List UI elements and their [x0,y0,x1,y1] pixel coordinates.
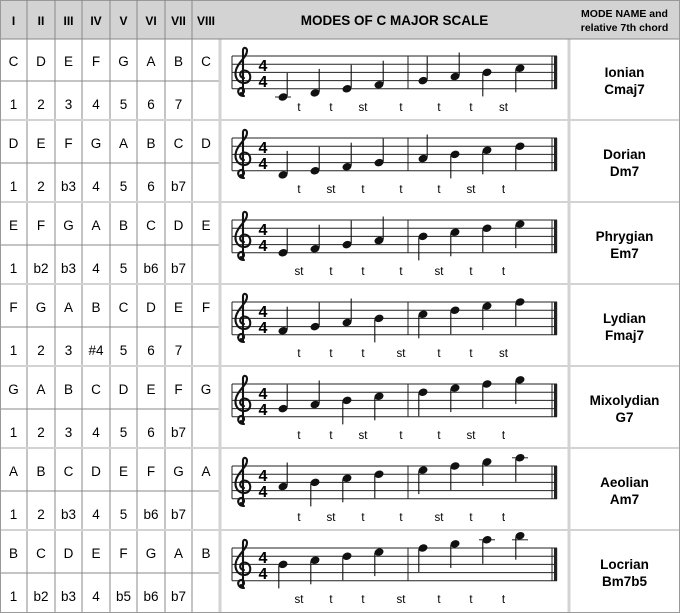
degree-cell: 1 [9,507,18,522]
degree-cell: 4 [92,97,100,112]
note-letter-cell: C [173,136,184,151]
note-letter-cell: A [146,54,156,69]
interval-step-label: st [434,512,444,524]
interval-step-label: t [399,430,403,442]
note-letter-cell: B [91,300,101,315]
interval-step-label: t [329,594,333,606]
degree-cell: 2 [37,507,45,522]
mode-name: Ionian [604,65,645,80]
time-signature-bottom: 4 [258,484,268,501]
note-letter-cell: F [36,218,46,233]
degree-header-3: III [63,14,74,28]
note-letter-cell: C [36,546,46,561]
degree-cell: 3 [64,97,73,112]
note-letter-cell: B [63,382,74,397]
time-signature-bottom: 4 [258,320,268,337]
degree-cell: 4 [92,507,100,522]
degree-cell: 1 [9,179,18,194]
interval-step-label: t [329,430,333,442]
mode-block-phrygian [0,203,680,287]
time-signature-top: 4 [258,140,268,157]
note-letter-cell: B [8,546,19,561]
interval-step-label: t [399,184,403,196]
degree-cell: 1 [9,261,18,276]
note-letter-cell: A [91,218,101,233]
degree-cell: 5 [119,179,128,194]
mode-column-header-line2: relative 7th chord [580,22,669,34]
degree-cell: b7 [170,425,187,440]
degree-cell: b3 [60,589,77,604]
interval-step-label: t [501,430,506,442]
mode-name-bg [569,449,680,531]
note-letter-cell: G [90,136,102,151]
degree-cell: 2 [37,97,45,112]
mode-chord: Fmaj7 [604,328,645,343]
note-letter-cell: G [8,382,19,397]
degree-header-6: VI [145,14,157,28]
degree-cell: #4 [88,343,104,358]
note-letter-cell: B [201,546,211,561]
mode-chord: G7 [615,410,634,425]
degree-cell: 7 [174,97,183,112]
interval-step-label: st [466,184,476,196]
note-letter-cell: A [201,464,211,479]
degree-header-5: V [119,14,128,28]
degree-cell: b5 [115,589,132,604]
note-letter-cell: B [36,464,46,479]
note-letter-cell: C [201,54,211,69]
interval-step-label: t [361,266,365,278]
note-letter-cell: C [146,218,156,233]
interval-step-label: t [297,184,301,196]
interval-step-label: t [329,348,333,360]
interval-step-label: st [294,594,304,606]
interval-step-label: t [501,266,506,278]
note-letter-cell: E [118,464,129,479]
mode-name: Lydian [602,311,647,326]
mode-block-ionian [0,39,680,123]
mode-block-dorian [0,121,680,205]
mode-name-bg [569,367,680,449]
note-letter-cell: C [91,382,101,397]
mode-name-bg [569,39,680,121]
interval-step-label: t [361,184,365,196]
interval-step-label: st [434,266,444,278]
interval-step-label: st [358,430,368,442]
interval-step-label: t [297,430,301,442]
note-letter-cell: G [173,464,184,479]
time-signature-top: 4 [258,304,268,321]
degree-cell: b3 [60,261,77,276]
note-letter-cell: G [145,546,157,561]
interval-step-label: t [437,184,441,196]
degree-header-1: I [11,14,16,28]
degree-cell: 3 [64,343,73,358]
mode-chord: Bm7b5 [601,574,648,589]
degree-cell: 2 [37,179,45,194]
degree-cell: 3 [64,425,73,440]
interval-step-label: t [297,102,301,114]
staff-bg [220,39,569,121]
interval-step-label: t [297,512,301,524]
mode-block-lydian [0,285,680,369]
note-letter-cell: E [91,546,101,561]
interval-step-label: t [361,348,365,360]
degree-cell: b7 [170,589,187,604]
time-signature-bottom: 4 [258,156,268,173]
mode-chord: Dm7 [609,164,640,179]
note-letter-cell: B [173,54,184,69]
degree-header-7: VII [171,14,186,28]
mode-block-locrian [0,531,680,613]
interval-step-label: st [499,348,508,360]
page-title: MODES OF C MAJOR SCALE [300,13,489,28]
mode-name-bg [569,203,680,285]
end-barline-thick [554,56,557,89]
mode-block-aeolian [0,449,680,533]
degree-cell: 1 [9,97,18,112]
note-letter-cell: C [118,300,129,315]
interval-step-label: st [499,102,508,114]
mode-name-bg [569,121,680,203]
time-signature-top: 4 [258,386,268,403]
note-letter-cell: D [8,136,19,151]
interval-step-label: st [396,348,406,360]
degree-cell: b6 [143,507,159,522]
degree-cell: b3 [60,179,77,194]
interval-step-label: t [469,512,473,524]
mode-name: Mixolydian [589,393,660,408]
note-letter-cell: D [63,546,74,561]
mode-chord: Cmaj7 [604,82,645,97]
note-letter-cell: A [36,382,46,397]
degree-cell: 5 [119,425,128,440]
staff-bg [220,531,569,613]
interval-step-label: t [329,266,333,278]
mode-chord: Em7 [610,246,639,261]
note-letter-cell: A [118,136,129,151]
interval-step-label: st [358,102,368,114]
interval-step-label: t [361,512,365,524]
interval-step-label: st [326,512,336,524]
degree-cell: 6 [147,179,155,194]
interval-step-label: t [501,512,506,524]
degree-cell: b2 [33,261,49,276]
degree-cell: 4 [92,261,100,276]
degree-cell: 6 [147,343,155,358]
staff-bg [220,285,569,367]
interval-step-label: t [469,348,473,360]
note-letter-cell: E [8,218,19,233]
note-letter-cell: F [146,464,156,479]
interval-step-label: t [501,594,506,606]
interval-step-label: t [501,184,506,196]
interval-step-label: t [361,594,365,606]
note-letter-cell: E [36,136,46,151]
degree-cell: 6 [147,97,155,112]
mode-name: Phrygian [595,229,654,244]
degree-cell: 2 [37,425,45,440]
interval-step-label: t [469,102,473,114]
degree-cell: 6 [147,425,155,440]
note-letter-cell: F [119,546,128,561]
mode-block-mixolydian [0,367,680,451]
name-column-border [568,0,571,613]
degree-cell: b7 [170,507,187,522]
interval-step-label: t [399,266,403,278]
degree-cell: b3 [60,507,77,522]
mode-column-header-line1: MODE NAME and [581,8,668,20]
time-signature-top: 4 [258,550,268,567]
interval-step-label: t [399,512,403,524]
interval-step-label: st [294,266,304,278]
time-signature-bottom: 4 [258,238,268,255]
degree-cell: 4 [92,589,100,604]
note-letter-cell: G [200,382,212,397]
staff-bg [220,449,569,531]
degree-cell: 5 [119,97,128,112]
note-letter-cell: F [91,54,101,69]
note-letter-cell: D [91,464,101,479]
interval-step-label: st [466,430,476,442]
degree-cell: 5 [119,343,128,358]
degree-cell: 4 [92,425,100,440]
time-signature-bottom: 4 [258,566,268,583]
interval-step-label: t [469,594,473,606]
time-signature-bottom: 4 [258,402,268,419]
note-letter-cell: F [174,382,183,397]
degree-cell: 1 [9,343,18,358]
end-barline-thick [554,548,557,581]
interval-step-label: t [399,102,403,114]
end-barline-thick [554,384,557,417]
degree-cell: 5 [119,507,128,522]
note-letter-cell: E [146,382,156,397]
staff-bg [220,121,569,203]
interval-step-label: t [297,348,301,360]
time-signature-top: 4 [258,468,268,485]
note-letter-cell: E [201,218,211,233]
end-barline-thick [554,466,557,499]
degree-cell: b7 [170,261,187,276]
degree-cell: 4 [92,179,100,194]
note-letter-cell: A [8,464,19,479]
mode-name-bg [569,285,680,367]
degree-cell: b2 [33,589,49,604]
mode-chord: Am7 [609,492,640,507]
degree-cell: 1 [9,589,18,604]
interval-step-label: st [396,594,406,606]
staff-bg [220,203,569,285]
note-letter-cell: A [63,300,74,315]
note-letter-cell: E [173,300,184,315]
time-signature-top: 4 [258,222,268,239]
degree-header-4: IV [90,14,102,28]
degree-cell: b6 [143,261,159,276]
interval-step-label: t [437,430,441,442]
interval-step-label: t [437,102,441,114]
interval-step-label: t [437,348,441,360]
mode-name-bg [569,531,680,613]
note-letter-cell: D [173,218,184,233]
degree-header-8: VIII [196,14,216,28]
time-signature-top: 4 [258,58,268,75]
mode-name: Aeolian [600,475,649,490]
note-letter-cell: F [9,300,18,315]
interval-step-label: t [437,594,441,606]
note-letter-cell: D [201,136,211,151]
note-letter-cell: D [36,54,46,69]
note-letter-cell: G [118,54,129,69]
interval-step-label: t [329,102,333,114]
degree-cell: b6 [143,589,159,604]
interval-step-label: st [326,184,336,196]
note-letter-cell: F [64,136,73,151]
note-letter-cell: A [173,546,184,561]
end-barline-thick [554,302,557,335]
degree-cell: 2 [37,343,45,358]
note-letter-cell: B [146,136,156,151]
degree-cell: b7 [170,179,187,194]
note-letter-cell: D [118,382,129,397]
note-letter-cell: C [8,54,19,69]
time-signature-bottom: 4 [258,74,268,91]
end-barline-thick [554,138,557,171]
mode-name: Dorian [603,147,646,162]
degree-header-2: II [37,14,45,28]
note-letter-cell: B [118,218,129,233]
note-letter-cell: D [146,300,156,315]
note-letter-cell: G [63,218,74,233]
degree-cell: 7 [174,343,183,358]
note-letter-cell: C [63,464,74,479]
note-letter-cell: F [201,300,211,315]
degree-cell: 1 [9,425,18,440]
staff-column-border [219,0,222,613]
interval-step-label: t [469,266,473,278]
note-letter-cell: E [63,54,74,69]
note-letter-cell: G [35,300,47,315]
end-barline-thick [554,220,557,253]
degree-cell: 5 [119,261,128,276]
mode-name: Locrian [600,557,649,572]
